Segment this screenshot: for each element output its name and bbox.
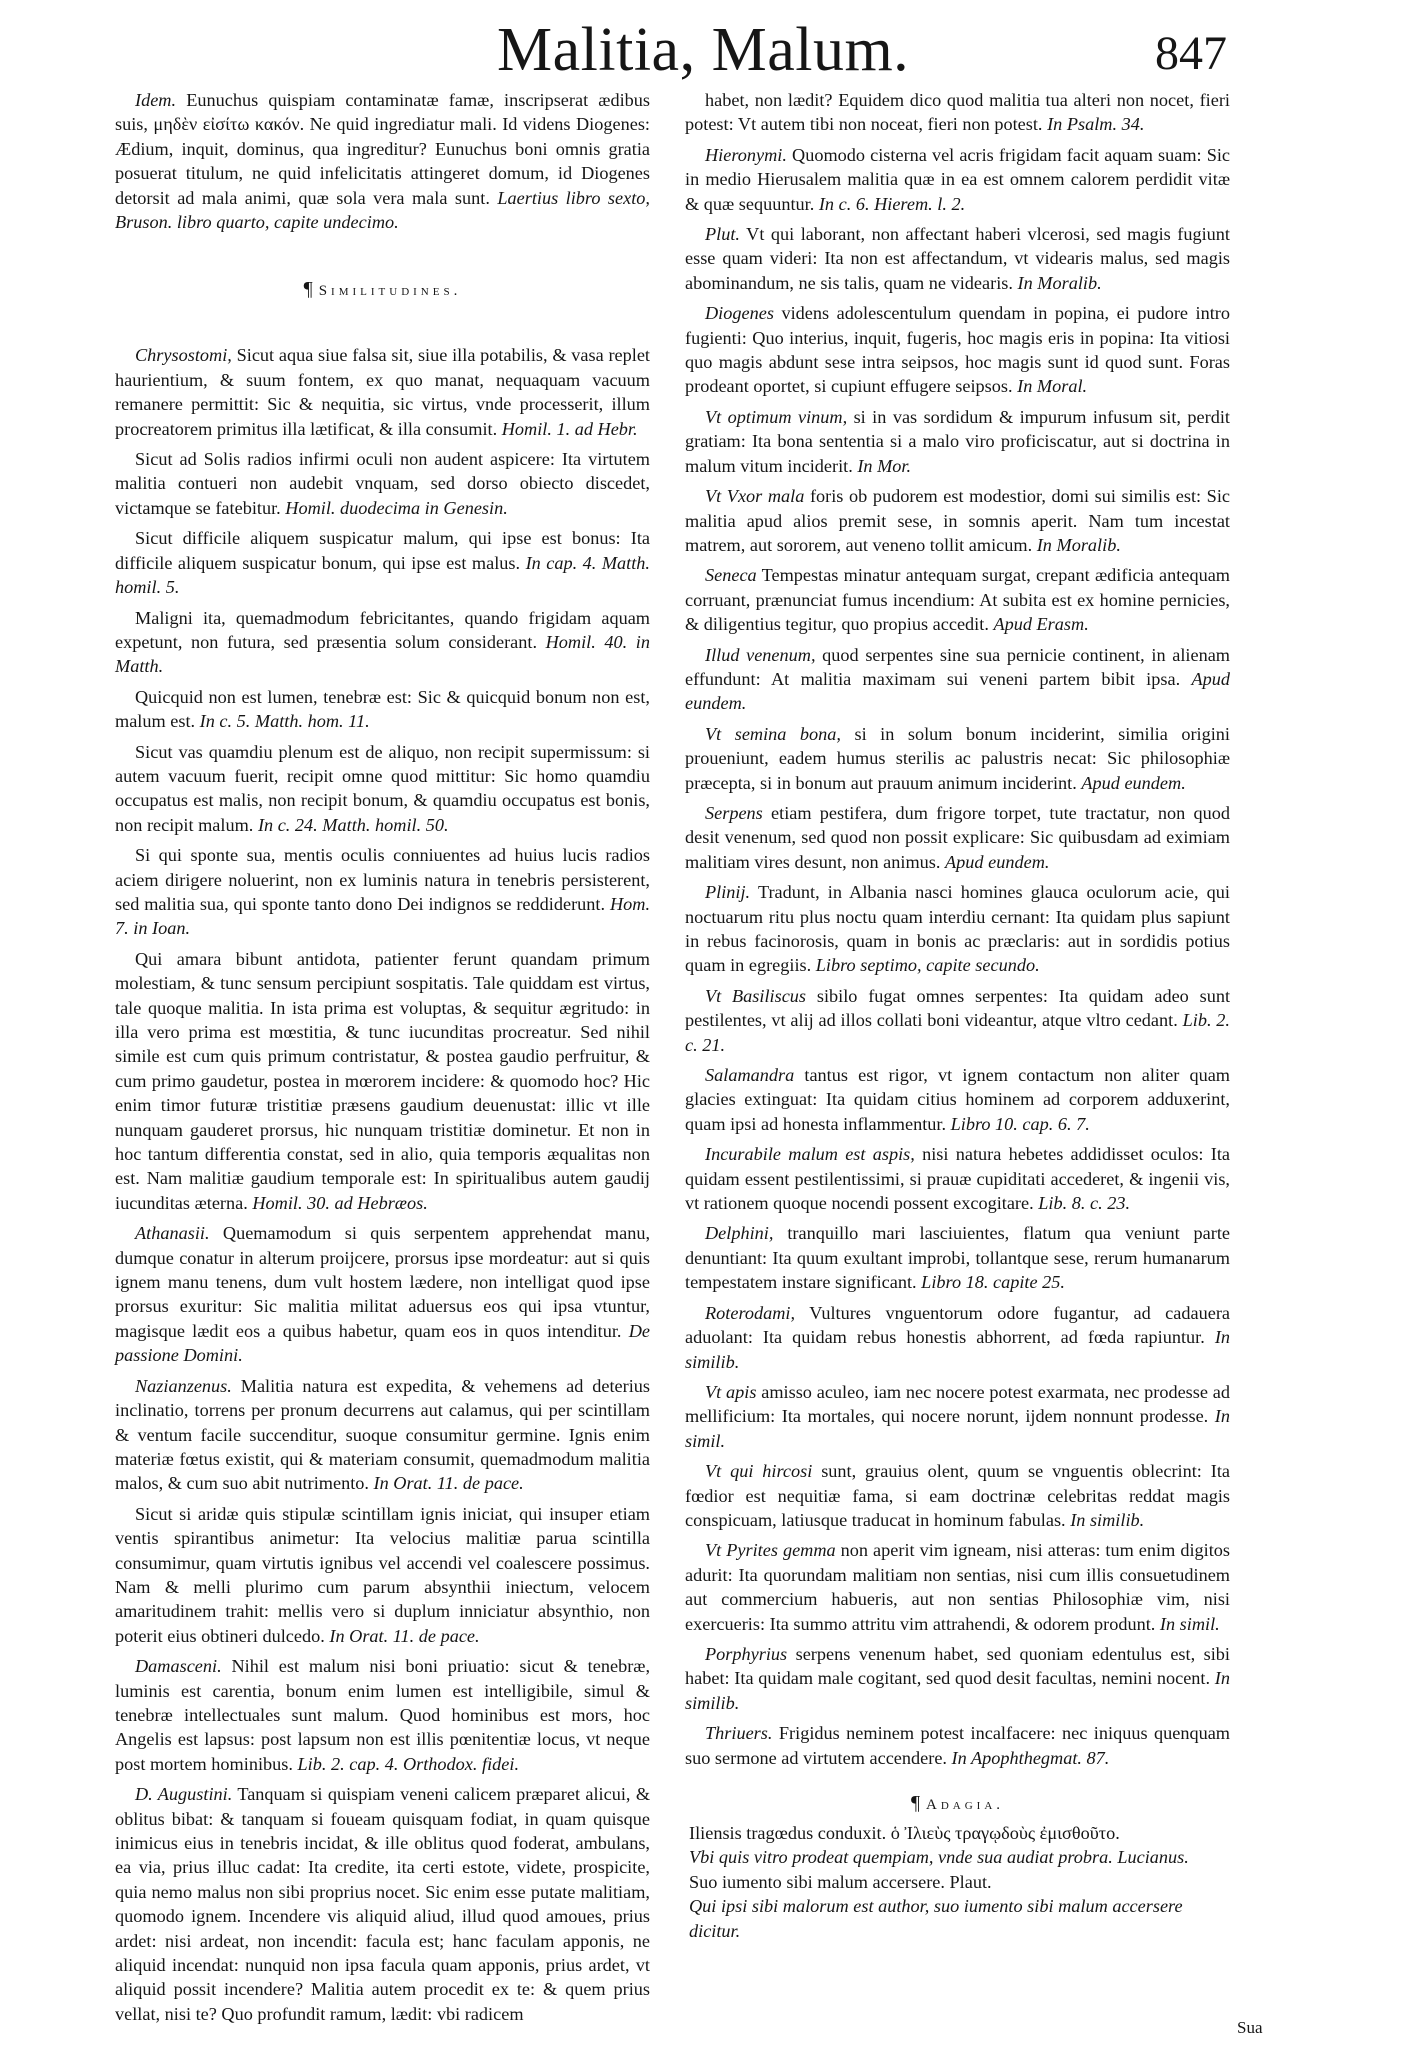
paragraph-text: Vt qui laborant, non affectant haberi vlcerosi, sed magis fugiunt esse quam videri: Ita non est affectandum, vt videaris malus, sed magis abominandum, ne sis talis, quam ne videaris. [685, 224, 1230, 293]
paragraph-text: foris ob pudorem est modestior, domi sui similis est: Sic malitia apud alios premit sese, in somnis aperit. Nam tum incestat matrem, aut sororem, aut veneno tollit amicum. [685, 486, 1230, 555]
paragraph-author: Vt semina bona, [705, 723, 841, 744]
left-column [115, 88, 650, 2032]
paragraph-author: Delphini, [705, 1223, 774, 1244]
paragraph-reference: In c. 6. Hierem. l. 2. [818, 193, 966, 214]
page-number: 847 [1155, 27, 1227, 80]
paragraph-author: Nazianzenus. [135, 1375, 232, 1396]
pilcrow-icon: ¶ [910, 1792, 921, 1814]
paragraph [685, 880, 1230, 978]
paragraph-author: Hieronymi. [705, 144, 787, 165]
paragraph-reference: Homil. 1. ad Hebr. [501, 418, 638, 439]
paragraph-text: Frigidus neminem potest incalfacere: nec iniquus quenquam suo sermone ad virtutem accendere. [685, 1723, 1230, 1768]
paragraph-text: Qui amara bibunt antidota, patienter ferunt quandam primum molestiam, & tunc sensum percipiunt sospitatis. Tale quiddam est virtus, tale quoque malitia. In ista prima est voluptas, & sequitur ægritudo: in illa vero prima est mœstitia, & tunc iucunditas procreatur. Sed nihil simile est cum quis primum contristatur, & postea gaudio perfruitur, & cum primo gaudetur, postea in mœrorem incidere: & quomodo hoc? Hic enim timor futuræ tristitiæ præsens gaudium deuenustat: illic vt ille nunquam gauderet prorsus, hic nunquam tristitiæ dominetur. Et non in hoc tantum differentia constat, sed in alio, quia temporis æqualitas non est. Nam malitiæ gaudium temporale est: In spiritualibus autem gaudij iucunditas æterna. [115, 948, 650, 1213]
adage-item: Suo iumento sibi malum accersere. Plaut. [689, 1871, 992, 1892]
paragraph [685, 1721, 1230, 1770]
paragraph-text: Quemamodum si quis serpentem apprehendat manu, dumque conatur in alterum proijcere, prorsus ipse mordeatur: aut si quis ignem manu tenens, dum vult hostem lædere, non intelligat quod ipse prorsus exuritur: Sic malitia militat aduersus eos qui ipsa vtuntur, magisque lædit eos a quibus habetur, quam eos in quos intenditur. [115, 1223, 651, 1341]
paragraph [685, 1063, 1230, 1136]
paragraph-text: Quicquid non est lumen, tenebræ est: Sic & quicquid bonum non est, malum est. [115, 686, 650, 732]
paragraph-reference: Homil. duodecima in Genesin. [285, 497, 508, 518]
paragraph-text: Sicut si aridæ quis stipulæ scintillam ignis iniciat, qui insuper etiam ventis spirantibus animetur: Ita velocius malitiæ parua scintilla consumimur, quam virtutis ignibus vel accendi vel coalescere possimus. Nam & melli plurimo cum parum absynthii iniectum, velocem amaritudinem trahit: mellis vero si duplum inniciatur absynthio, non poterit eius obtineri dulcedo. [115, 1503, 650, 1646]
left-intro [115, 88, 650, 234]
paragraph-author: Vt qui hircosi [705, 1461, 813, 1482]
paragraph-reference: In similib. [685, 1668, 1230, 1713]
page-header [0, 10, 1417, 100]
paragraph-text: Malitia natura est expedita, & vehemens ad deterius inclinatio, torrens per pronum decurrens aut calamus, qui per scintillam & ventum facile succenditur, suoque consumitur germine. Ignis enim materiæ fœtus existit, qui & materiam consumit, quemadmodum malitia malos, & cum suo abit nutrimento. [115, 1375, 651, 1494]
paragraph-reference: Homil. 30. ad Hebræos. [252, 1192, 428, 1213]
paragraph-reference: In Mor. [857, 455, 912, 476]
paragraph [685, 301, 1230, 399]
paragraph-reference: In similib. [1070, 1509, 1145, 1530]
paragraph-reference: Lib. 2. c. 21. [685, 1010, 1230, 1055]
paragraph-author: D. Augustini. [135, 1784, 233, 1805]
paragraph-text: amisso aculeo, iam nec nocere potest exarmata, nec prodesse ad mellificium: Ita mortales, qui nocere norunt, ijdem nonnunt prodesse. [685, 1381, 1230, 1427]
paragraph [685, 1459, 1230, 1532]
paragraph-author: Vt Pyrites gemma [705, 1540, 836, 1561]
paragraph [115, 685, 650, 734]
paragraph-reference: Hom. 7. in Ioan. [115, 893, 651, 939]
pilcrow-icon: ¶ [303, 278, 313, 301]
paragraph-author: Diogenes [705, 303, 774, 324]
right-column [685, 88, 1230, 1943]
paragraph [685, 563, 1230, 636]
paragraph [115, 947, 650, 1215]
paragraph-reference: In Moralib. [1017, 272, 1102, 293]
paragraph-author: Vt apis [705, 1381, 757, 1402]
section-heading-similitudines: ¶ Similitudines. [303, 278, 462, 301]
paragraph [685, 1301, 1230, 1374]
paragraph-text: Sicut aqua siue falsa sit, siue illa potabilis, & vasa replet haurientium, & suum fontem, ex quo manat, nequaquam vacuum remanere permittit: Sic & nequitia, sic virtus, vnde processerit, illum procreatorem primitus illa lætificat, & illa consumit. [115, 345, 650, 439]
paragraph-text: quod serpentes sine sua pernicie continent, in alienam effundunt: At malitia maximam sui veneni partem bibit ipsa. [685, 644, 1230, 689]
paragraph-reference: Laertius libro sexto, Bruson. libro quarto, capite undecimo. [115, 187, 650, 233]
paragraph-text: videns adolescentulum quendam in popina, ei pudore intro fugienti: Quo interius, inquit, fugeris, hoc magis eris in popina: Ita vitiosi quo magis abdunt sese intra seipsos, hoc magis sunt id quod sunt. Foras prodeant oportet, si cupiunt effugere seipsos. [685, 303, 1230, 397]
paragraph [685, 1642, 1230, 1715]
paragraph-reference: Apud eundem. [945, 851, 1050, 872]
paragraph-reference: In Apophthegmat. 87. [951, 1747, 1110, 1768]
paragraph-author: Illud venenum, [705, 644, 816, 665]
paragraph [115, 526, 650, 599]
adagia-list [685, 1821, 1230, 1943]
paragraph-reference: In Moralib. [1036, 534, 1121, 555]
paragraph-text: tantus est rigor, vt ignem contactum non aliter quam glacies extinguat: Ita quidam citius hominem ad corporem adduxerint, quam ipsi ad honesta inflammentur. [685, 1065, 1230, 1134]
paragraph-author: Serpens [705, 802, 763, 823]
paragraph-author: Vt optimum vinum, [705, 406, 848, 427]
paragraph-text: Tradunt, in Albania nasci homines glauca oculorum acie, qui noctuarum ritu plus noctu quam interdiu cernant: Ita quidam plus sapiunt in rebus facinorosis, quam in bonis ac præclaris: aut in sordidis potius quam in egregiis. [685, 882, 1231, 976]
paragraph-text: Quomodo cisterna vel acris frigidam facit aquam suam: Sic in medio Hierusalem malitia quæ in ea est omnem calorem perdidit vitæ & quæ sequuntur. [685, 144, 1231, 214]
paragraph [115, 1502, 650, 1648]
paragraph-reference: In c. 5. Matth. hom. 11. [199, 711, 370, 732]
paragraph-text: si in solum bonum inciderint, similia origini proueniunt, eadem humus sterilis ac palustris necat: Sic philosophiæ præcepta, si in bonum aut prauum animum inciderint. [685, 723, 1230, 793]
paragraph-author: Vt Basiliscus [705, 985, 807, 1006]
paragraph-reference: In Psalm. 34. [1047, 114, 1145, 135]
paragraph [115, 88, 650, 234]
paragraph [685, 143, 1230, 216]
adage-item: Qui ipsi sibi malorum est author, suo iumento sibi malum accersere dicitur. [689, 1896, 1183, 1941]
paragraph-text: Sicut vas quamdiu plenum est de aliquo, non recipit supermissum: si autem vacuum fuerit, recipit omne quod mittitur: Sic homo quamdiu occupatus est malis, non recipit bonum, & quamdiu occupatus est bonis, non recipit malum. [115, 741, 650, 835]
paragraph-reference: In Orat. 11. de pace. [373, 1473, 524, 1494]
paragraph-text: sunt, grauius olent, quum se vnguentis oblecrint: Ita fœdior est nequitiæ fama, si eam doctrinæ celebritas reddat magis conspicuam, latiusque traducat in hominum fabulas. [685, 1461, 1230, 1530]
paragraph-reference: In simil. [685, 1406, 1230, 1451]
paragraph-reference: In Moral. [1017, 376, 1088, 397]
paragraph-reference: Lib. 2. cap. 4. Orthodox. fidei. [297, 1753, 520, 1774]
paragraph [685, 801, 1230, 874]
paragraph-reference: Apud Erasm. [993, 614, 1089, 635]
paragraph-author: Roterodami, [705, 1302, 796, 1323]
paragraph-reference: In cap. 4. Matth. homil. 5. [115, 552, 650, 598]
paragraph-text: Tanquam si quispiam veneni calicem præparet alicui, & oblitus bibat: & tanquam si foueam quisquam fodiat, in quam quisque inimicus eius in tenebris incidat, & ille oblitus quod foderat, ambulans, ea via, prius illuc cadat: Ita credite, ita certi estote, videte, prospicite, quia nemo malus non sibi proprius nocet. Sic enim esse putate malitiam, quomodo ignem. Incendere vis aliquid aliud, illud quod amoues, prius ardet: nisi ardeat, non incendit: facula est; hanc faculam apponis, ne aliquid incendat: nunquid non ipsa facula quam apponis, prius ardet, vt aliquid possit incendere? Malitia autem procedit ex te: & quem prius vellat, nisi te? Quo profundit ramum, lædit: vbi radicem [115, 1784, 651, 2024]
paragraph [115, 447, 650, 520]
catchword: Sua [1237, 2018, 1263, 2037]
paragraph-reference: De passione Domini. [115, 1320, 650, 1366]
paragraph [685, 405, 1230, 478]
paragraph-reference: In Orat. 11. de pace. [329, 1625, 480, 1646]
paragraph [685, 88, 1230, 137]
paragraph [685, 1380, 1230, 1453]
paragraph-reference: Homil. 40. in Matth. [115, 631, 650, 677]
paragraph-author: Plut. [705, 224, 740, 245]
paragraph [685, 1142, 1230, 1215]
paragraph [115, 1374, 650, 1496]
paragraph-text: etiam pestifera, dum frigore torpet, tute tractatur, non quod desit venenum, sed quod non possit explicare: Sic quibusdam ad eximiam malitiam vires desunt, non animus. [685, 802, 1230, 872]
paragraph-text: nisi natura hebetes addidisset oculos: Ita quidam essent pestilentissimi, si prauæ cupiditati accederet, & ingenii vis, vt rationem quoque nocendi possent excogitare. [685, 1144, 1231, 1214]
paragraph-reference: In simil. [1159, 1613, 1220, 1634]
paragraph [685, 722, 1230, 795]
paragraph-author: Chrysostomi, [135, 345, 232, 366]
paragraph-author: Thriuers. [705, 1723, 773, 1744]
section-heading-adagia: ¶ Adagia. [910, 1792, 1005, 1814]
paragraph-text: Si qui sponte sua, mentis oculis conniuentes ad huius lucis radios aciem dirigere noluerint, non ex luminis natura in tenebris persisterent, sed malitia sua, qui sponte tanto dono Dei indignos se reddiderunt. [115, 845, 650, 914]
paragraph-reference: In similib. [685, 1327, 1231, 1372]
adage-item: Vbi quis vitro prodeat quempiam, vnde sua audiat probra. Lucianus. [689, 1847, 1189, 1868]
right-paragraphs [685, 88, 1230, 1770]
paragraph-text: Sicut ad Solis radios infirmi oculi non audent aspicere: Ita virtutem malitia contueri non audebit vnquam, sed dorso obiecto discedet, victamque se fatebitur. [115, 449, 650, 518]
paragraph-text: Nihil est malum nisi boni priuatio: sicut & tenebræ, luminis est carentia, bonum enim lumen est intelligibile, simul & tenebræ intellectuales sunt malum. Quod hominibus est mors, hoc Angelis est lapsus: post lapsum non est illis pœnitentiæ locus, vt neque post mortem hominibus. [115, 1656, 651, 1774]
paragraph-text: sibilo fugat omnes serpentes: Ita quidam adeo sunt pestilentes, vt alij ad illos collati boni videantur, atque vltro cedant. [685, 985, 1231, 1031]
paragraph [685, 984, 1230, 1057]
paragraph [685, 1538, 1230, 1636]
paragraph [115, 1221, 650, 1367]
paragraph [685, 643, 1230, 716]
paragraph-reference: Apud eundem. [1081, 772, 1186, 793]
paragraph [115, 1782, 650, 2026]
paragraph-text: serpens venenum habet, sed quoniam edentulus est, sibi habet: Ita quidam male cogitant, sed quod desit facultas, nemini nocent. [685, 1643, 1230, 1689]
paragraph-reference: Libro 10. cap. 6. 7. [950, 1113, 1090, 1134]
paragraph-reference: Apud eundem. [685, 668, 1231, 714]
paragraph [115, 343, 650, 441]
paragraph-author: Incurabile malum est aspis, [705, 1144, 915, 1165]
paragraph-author: Idem. [135, 90, 177, 110]
paragraph-text: Sicut difficile aliquem suspicatur malum, qui ipse est bonus: Ita difficile aliquem suspicatur bonum, qui ipse est malus. [115, 528, 650, 573]
paragraph [685, 484, 1230, 557]
paragraph-author: Salamandra [705, 1065, 795, 1086]
paragraph-author: Vt Vxor mala [705, 486, 805, 507]
adage-item: Iliensis tragœdus conduxit. ὁ Ἰλιεὺς τραγῳδοὺς ἐμισθοῦτο. [689, 1823, 1120, 1843]
paragraph-text: Maligni ita, quemadmodum febricitantes, quando frigidam aquam expetunt, non futura, sed præsentia solum considerant. [115, 607, 650, 652]
paragraph [685, 222, 1230, 295]
paragraph-text: si in vas sordidum & impurum infusum sit, perdit gratiam: Ita bona sententia si a malo viro proficiscatur, aut si doctrina in malum vitum inciderit. [685, 406, 1230, 476]
paragraph-reference: Libro septimo, capite secundo. [815, 955, 1040, 976]
paragraph-text: habet, non lædit? Equidem dico quod malitia tua alteri non nocet, fieri potest: Vt autem tibi non noceat, fieri non potest. [685, 90, 1230, 135]
paragraph-reference: Lib. 8. c. 23. [1038, 1193, 1131, 1214]
paragraph-author: Plinij. [705, 882, 751, 903]
paragraph-reference: In c. 24. Matth. homil. 50. [257, 814, 449, 835]
paragraph-text: Vultures vnguentorum odore fugantur, ad cadauera aduolant: Ita quidam rebus honestis abhorrent, ad fœda rapiuntur. [685, 1302, 1231, 1348]
paragraph [115, 606, 650, 679]
paragraph [115, 843, 650, 941]
paragraph-text: non aperit vim igneam, nisi atteras: tum enim digitos adurit: Ita quorundam malitiam non sentias, nisi cum illis consuetudinem aut commercium habueris, aut non sentias Philosophiæ vim, nisi exercueris: Ita summo attritu vim attrahendi, & odorem produnt. [685, 1540, 1231, 1634]
paragraph-reference: Libro 18. capite 25. [921, 1272, 1065, 1293]
paragraph-author: Porphyrius [705, 1643, 788, 1664]
paragraph-author: Seneca [705, 565, 757, 586]
paragraph-text: Tempestas minatur antequam surgat, crepant ædificia antequam corruant, prænunciat fumus incendium: At subita est ex homine pernicies, & diligentius tegitur, quo propius accedit. [685, 565, 1230, 635]
paragraph-text: tranquillo mari lasciuientes, flatum qua veniunt parte denuntiant: Ita quum exultant improbi, tollantque sese, rerum humanarum tempestatem instare significant. [685, 1223, 1231, 1293]
similitudines-list [115, 343, 650, 2026]
paragraph [115, 1654, 650, 1776]
paragraph-author: Athanasii. [135, 1223, 210, 1244]
page-title: Malitia, Malum. [497, 16, 910, 84]
paragraph-author: Damasceni. [135, 1656, 222, 1677]
paragraph [115, 740, 650, 838]
paragraph [685, 1221, 1230, 1294]
paragraph-text: Eunuchus quispiam contaminatæ famæ, inscripserat ædibus suis, μηδὲν εἰσίτω κακόν. Ne quid ingrediatur mali. Id videns Diogenes: Ædium, inquit, dominus, qua ingreditur? Eunuchus boni omnis gratia posuerat titulum, ne quid infelicitatis attingeret domum, id Diogenes detorsit ad mala animi, quæ sola vera mala sunt. [115, 90, 651, 208]
